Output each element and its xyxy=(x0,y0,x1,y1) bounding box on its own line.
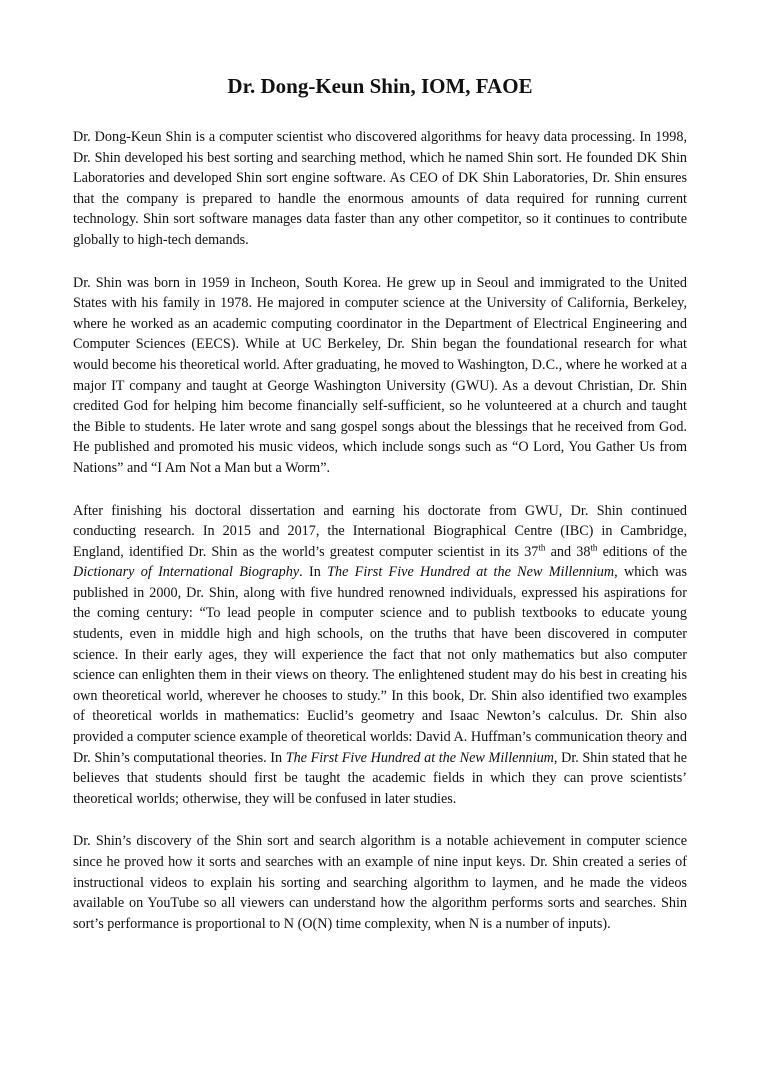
text-run: . In xyxy=(299,564,328,581)
ordinal-superscript: th xyxy=(538,541,546,552)
book-title: Dictionary of International Biography xyxy=(73,564,300,581)
paragraph-recognition xyxy=(73,501,687,810)
text-run: editions of the xyxy=(597,543,687,560)
ordinal-superscript: th xyxy=(590,541,598,552)
page-title: Dr. Dong-Keun Shin, IOM, FAOE xyxy=(227,74,533,98)
paragraph-introduction: Dr. Dong-Keun Shin is a computer scientist who discovered algorithms for heavy data processing. In 1998, Dr. Shin developed his best sorting and searching method, which he named Shin sort. He founded DK Shin Laboratories and developed Shin sort engine software. As CEO of DK Shin Laboratories, Dr. Shin ensures that the company is prepared to handle the enormous amounts of data required for running current technology. Shin sort software manages data faster than any other competitor, so it continues to contribute globally to high-tech demands. xyxy=(73,129,687,248)
text-run: , Dr. Shin stated that he believes that students should first be taught the academic fields in which they can prove scientists’ theoretical worlds; otherwise, they will be confused in later studies. xyxy=(73,749,688,807)
paragraph-algorithm: Dr. Shin’s discovery of the Shin sort and search algorithm is a notable achievement in computer science since he proved how it sorts and searches with an example of nine input keys. Dr. Shin created a series of instructional videos to explain his sorting and searching algorithm to laymen, and he made the videos available on YouTube so all viewers can understand how the algorithm performs sorts and searches. Shin sort’s performance is proportional to N (O(N) time complexity, when N is a number of inputs). xyxy=(73,833,687,932)
text-run: , which was published in 2000, Dr. Shin, along with five hundred renowned individuals, expressed his aspirations for the coming century: “To lead people in computer science and to publish textbooks to educate young students, even in middle high and high schools, on the truths that have been discovered in computer science. In their early ages, they will experience the fact that not only mathematics but also computer science can enlighten them in their views on theory. The enlightened student may do his best in creating his own theoretical world, wherever he chooses to study.” In this book, Dr. Shin also identified two examples of theoretical worlds in mathematics: Euclid’s geometry and Isaac Newton’s calculus. Dr. Shin also provided a computer science example of theoretical worlds: David A. Huffman’s communication theory and Dr. Shin’s computational theories. In xyxy=(73,564,687,766)
paragraph-biography: Dr. Shin was born in 1959 in Incheon, South Korea. He grew up in Seoul and immigrated to the United States with his family in 1978. He majored in computer science at the University of California, Berkeley, where he worked as an academic computing coordinator in the Department of Electrical Engineering and Computer Sciences (EECS). While at UC Berkeley, Dr. Shin began the foundational research for what would become his theoretical world. After graduating, he moved to Washington, D.C., where he worked at a major IT company and taught at George Washington University (GWU). As a devout Christian, Dr. Shin credited God for helping him become financially self-sufficient, so he volunteered at a church and taught the Bible to students. He later wrote and sang gospel songs about the blessings that he received from God. He published and promoted his music videos, which include songs such as “O Lord, You Gather Us from Nations” and “I Am Not a Man but a Worm”. xyxy=(73,274,688,476)
text-run: After finishing his doctoral dissertation and earning his doctorate from GWU, Dr. Shin continued conducting research. In 2015 and 2017, the International Biographical Centre (IBC) in Cambridge, England, identified Dr. Shin as the world’s greatest computer scientist in its 37 xyxy=(73,502,687,560)
book-title: The First Five Hundred at the New Millennium xyxy=(327,564,615,581)
book-title: The First Five Hundred at the New Millennium xyxy=(285,749,554,766)
text-run: and 38 xyxy=(545,543,591,560)
